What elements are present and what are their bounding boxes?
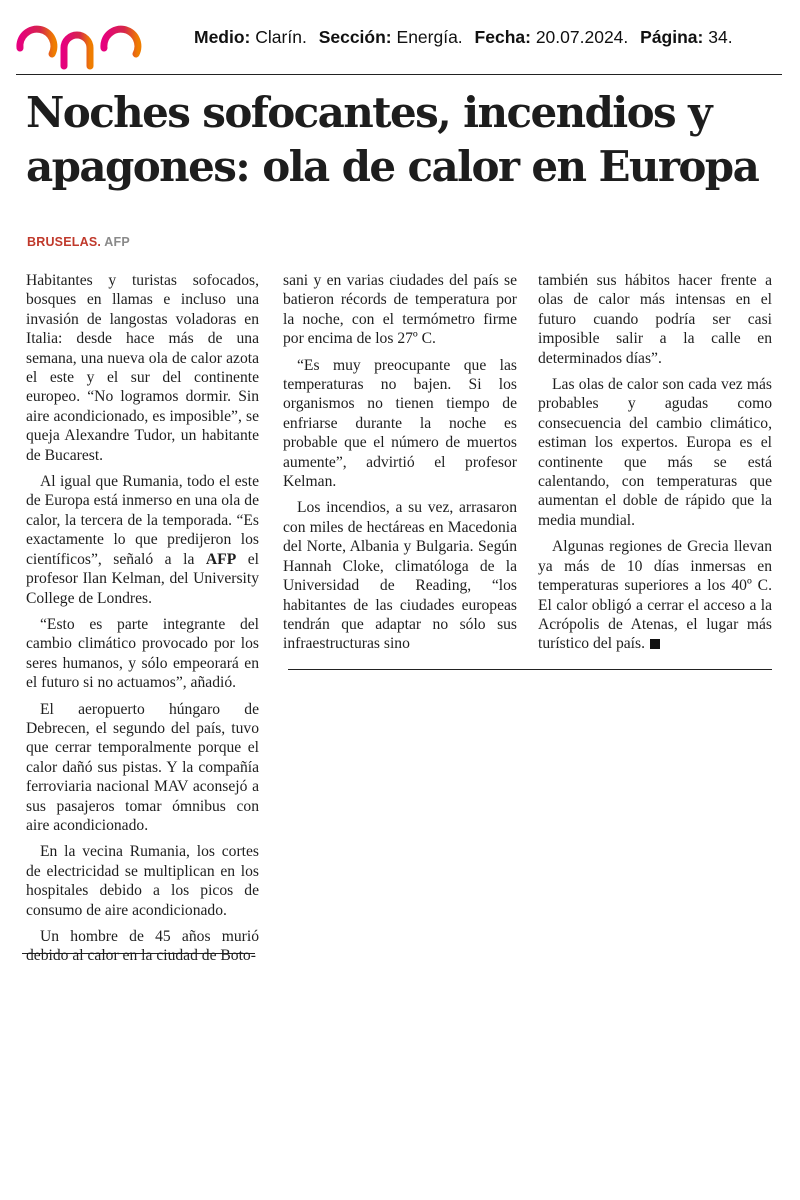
paragraph-text: Al igual que Rumania, todo el este de Europa está inmerso en una ola de calor, la tercera de la temporada. “Es exactamente lo que predijeron los científicos”, señaló a la — [26, 473, 259, 568]
paragraph: En la vecina Rumania, los cortes de electricidad se multiplican en los hospitales debido a los picos de consumo de aire acondicionado. — [26, 843, 259, 919]
end-of-article-icon — [650, 639, 660, 649]
paragraph: Las olas de calor son cada vez más probables y agudas como consecuencia del cambio climático, estiman los expertos. Europa es el continente que más se está calentando, con temperaturas que aumentan el doble de rápido que la media mundial. — [538, 376, 772, 529]
seccion-label: Sección: — [318, 27, 392, 47]
paragraph — [26, 472, 259, 608]
headline-line-1: Noches sofocantes, incendios y — [26, 88, 711, 137]
article-column-3 — [538, 271, 772, 661]
columns-2-3-end-rule — [288, 669, 772, 670]
column-1-end-rule — [22, 953, 255, 954]
medio-label: Medio: — [194, 27, 251, 47]
seccion-value: Energía. — [396, 27, 463, 47]
dateline-city: BRUSELAS. — [27, 235, 102, 249]
dateline-agency: AFP — [104, 235, 130, 249]
paragraph: también sus hábitos hacer frente a olas de calor más intensas en el futuro cuando podría ser casi imposible salir a la calle en determinados días”. — [538, 272, 772, 367]
paragraph-text: Algunas regiones de Grecia llevan ya más de 10 días inmersas en temperaturas superiores a los 40º C. El calor obligó a cerrar el acceso a la Acrópolis de Atenas, el lugar más turístico del país. — [538, 538, 772, 653]
paragraph: Los incendios, a su vez, arrasaron con miles de hectáreas en Macedonia del Norte, Albania y Bulgaria. Según Hannah Cloke, climatóloga de la Universidad de Reading, “los habitantes de las ciudades europeas tendrán que adaptar no sólo sus infraestructuras sino — [283, 499, 517, 653]
article-headline — [26, 86, 786, 194]
paragraph: Un hombre de 45 años murió debido al calor en la ciudad de Boto- — [26, 928, 259, 965]
fecha-value: 20.07.2024. — [535, 27, 629, 47]
publication-meta — [194, 27, 733, 48]
article-column-1 — [26, 271, 259, 973]
paragraph: El aeropuerto húngaro de Debrecen, el segundo del país, tuvo que cerrar temporalmente porque el calor dañó sus pistas. Y la compañía ferroviaria nacional MAV aconsejó a sus pasajeros tomar ómnibus con aire acondicionado. — [26, 700, 259, 834]
dateline — [27, 235, 130, 249]
medio-value: Clarín. — [255, 27, 307, 47]
article-column-2 — [283, 271, 517, 661]
headline-line-2: apagones: ola de calor en Europa — [26, 142, 759, 191]
paragraph-text: el profesor Ilan Kelman, del University College de Londres. — [26, 550, 259, 607]
paragraph: “Es muy preocupante que las temperaturas no bajen. Si los organismos no tienen tiempo de enfriarse durante la noche es probable que el número de muertos aumente”, advirtió el profesor Kelman. — [283, 356, 517, 491]
header-divider — [16, 74, 782, 75]
agency-mention: AFP — [205, 550, 237, 568]
paragraph: Habitantes y turistas sofocados, bosques en llamas e incluso una invasión de langostas voladoras en Italia: desde hace más de una semana, una nueva ola de calor azota el este y el sur del continente europeo. “No logramos dormir. Sin aire acondicionado, es imposible”, se queja Alexandre Tudor, un habitante de Bucarest. — [26, 272, 259, 464]
paragraph: “Esto es parte integrante del cambio climático provocado por los seres humanos, y sólo empeorará en el futuro si no actuamos”, añadió. — [26, 615, 259, 692]
paragraph — [538, 537, 772, 653]
enel-logo — [16, 10, 178, 72]
pagina-value: 34. — [708, 27, 733, 47]
paragraph: sani y en varias ciudades del país se batieron récords de temperatura por la noche, con el termómetro firme por encima de los 27º C. — [283, 272, 517, 348]
fecha-label: Fecha: — [474, 27, 531, 47]
pagina-label: Página: — [640, 27, 704, 47]
